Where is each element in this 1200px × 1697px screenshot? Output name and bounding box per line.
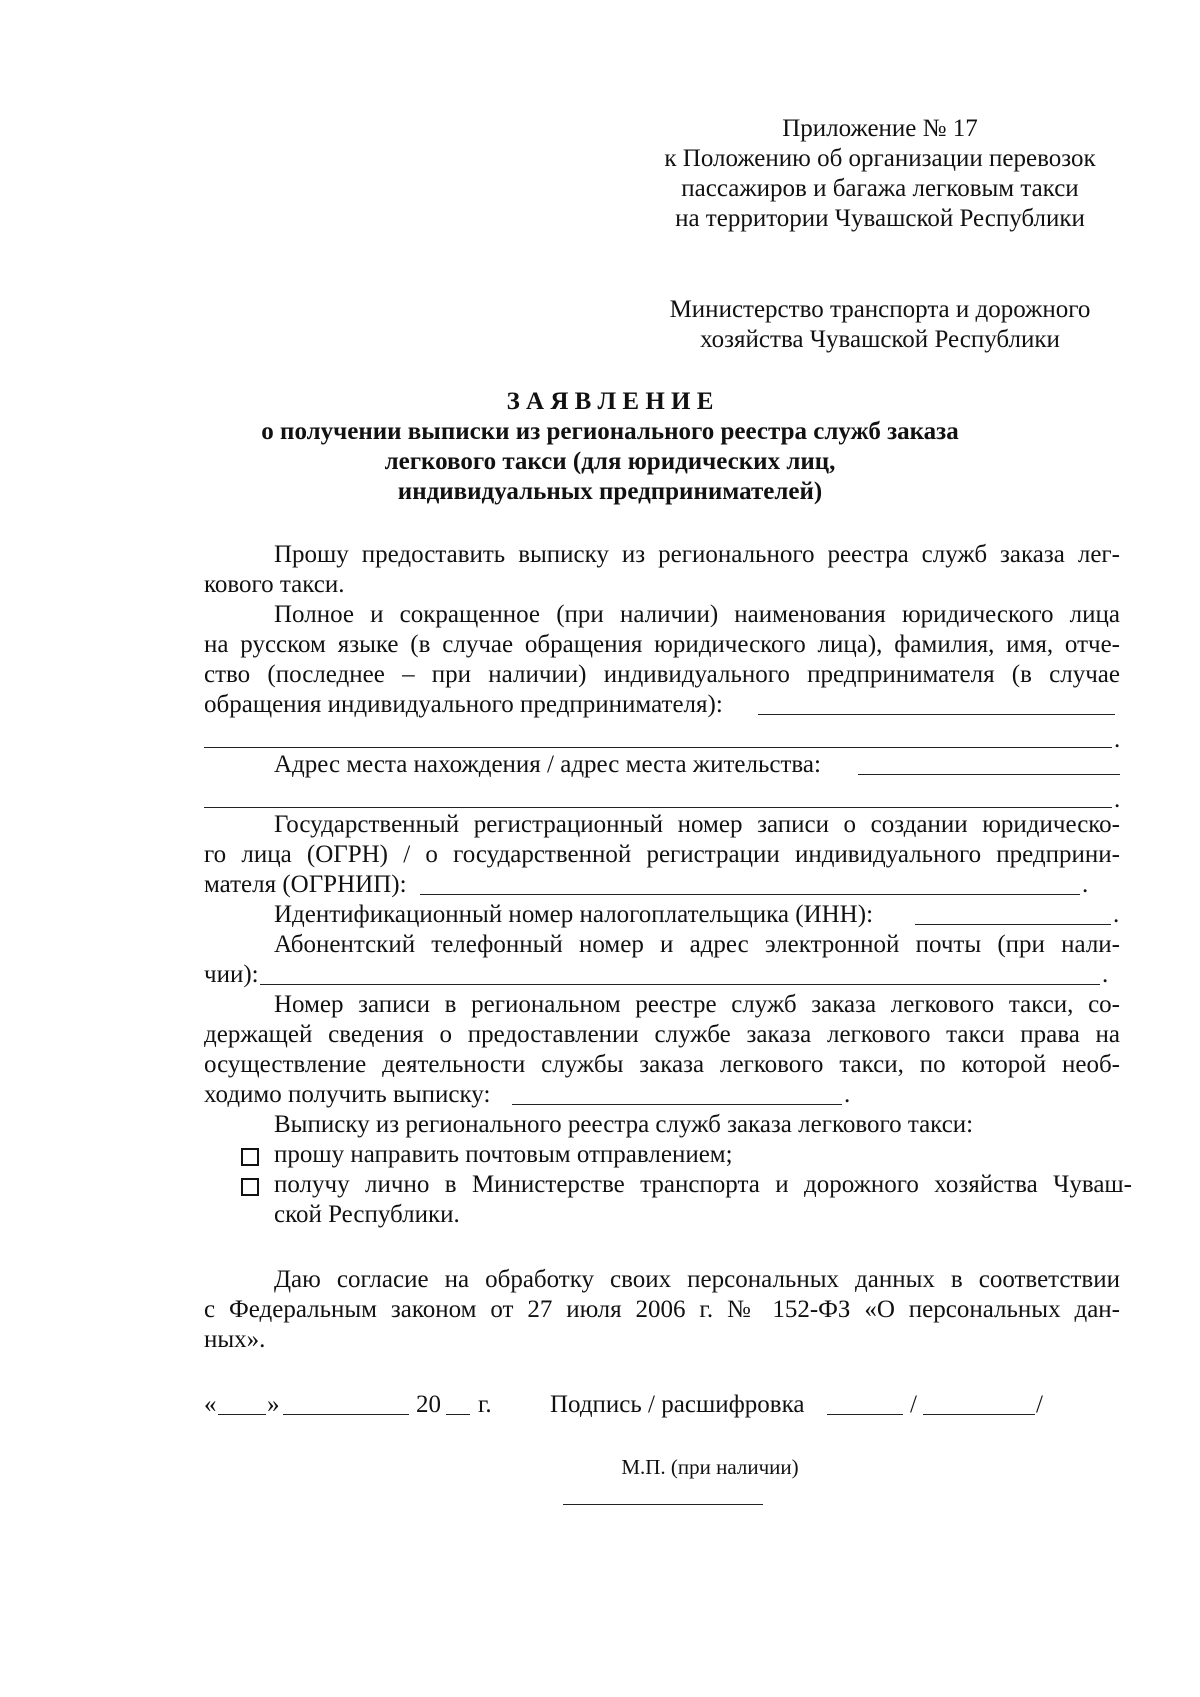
date-year-prefix: 20 [416, 1391, 441, 1418]
body-text: Государственный регистрационный номер записи о создании юридическо- [274, 811, 1120, 838]
consent-text: с Федеральным законом от 27 июля 2006 г. № 152-ФЗ «О персональных дан- [204, 1296, 1120, 1323]
period: . [1102, 961, 1109, 988]
date-open-quote: « [204, 1391, 217, 1418]
period: . [1114, 786, 1121, 813]
body-text: осуществление деятельности службы заказа легкового такси, по которой необ- [204, 1051, 1120, 1078]
contacts-field[interactable] [260, 984, 1100, 985]
body-text: Прошу предоставить выписку из регионального реестра служб заказа лег- [274, 541, 1120, 568]
date-day-field[interactable] [218, 1414, 266, 1415]
body-text: на русском языке (в случае обращения юридического лица), фамилия, имя, отче- [204, 631, 1120, 658]
appendix-line: к Положению об организации перевозок [664, 145, 1096, 172]
title-subline: индивидуальных предпринимателей) [397, 478, 823, 505]
registry-number-field[interactable] [512, 1104, 842, 1105]
body-text: Абонентский телефонный номер и адрес электронной почты (при нали- [274, 931, 1120, 958]
address-field[interactable] [858, 774, 1120, 775]
period: . [1113, 901, 1120, 928]
date-month-field[interactable] [283, 1414, 409, 1415]
body-text: обращения индивидуального предпринимателя): [204, 691, 723, 718]
option-label: ской Республики. [274, 1201, 460, 1228]
option-label: прошу направить почтовым отправлением; [274, 1141, 733, 1168]
date-year-suffix: г. [478, 1391, 492, 1418]
slash: / [910, 1391, 917, 1418]
appendix-line: пассажиров и багажа легковым такси [681, 175, 1079, 202]
body-text: Полное и сокращенное (при наличии) наименования юридического лица [274, 601, 1120, 628]
signature-label: Подпись / расшифровка [550, 1391, 805, 1418]
name-field-continuation[interactable] [204, 747, 1112, 748]
checkbox-in-person[interactable] [241, 1178, 259, 1196]
appendix-number: Приложение № 17 [782, 115, 978, 142]
body-text: Номер записи в региональном реестре служб заказа легкового такси, со- [274, 991, 1120, 1018]
period: . [1082, 871, 1089, 898]
appendix-line: на территории Чувашской Республики [675, 205, 1085, 232]
body-text: ходимо получить выписку: [204, 1081, 491, 1108]
consent-text: Даю согласие на обработку своих персональных данных в соответствии [274, 1266, 1120, 1293]
body-text: Адрес места нахождения / адрес места жительства: [274, 751, 821, 778]
title-subline: о получении выписки из регионального реестра служб заказа [261, 418, 959, 445]
date-close-quote: » [267, 1391, 280, 1418]
period: . [1114, 726, 1121, 753]
signature-decoding-field[interactable] [923, 1414, 1035, 1415]
body-text: чии): [204, 961, 259, 988]
slash: / [1036, 1391, 1043, 1418]
body-text: Идентификационный номер налогоплательщика (ИНН): [274, 901, 874, 928]
stamp-line [563, 1504, 763, 1505]
ogrn-field[interactable] [420, 894, 1080, 895]
recipient-line: хозяйства Чувашской Республики [700, 326, 1060, 353]
checkbox-mail[interactable] [241, 1148, 259, 1166]
option-label: получу лично в Министерстве транспорта и дорожного хозяйства Чуваш- [274, 1171, 1132, 1198]
consent-text: ных». [204, 1326, 266, 1353]
inn-field[interactable] [915, 924, 1111, 925]
body-text: го лица (ОГРН) / о государственной регистрации индивидуального предприни- [204, 841, 1120, 868]
document-title: З А Я В Л Е Н И Е [506, 388, 714, 415]
name-field[interactable] [758, 714, 1115, 715]
title-subline: легкового такси (для юридических лиц, [384, 448, 836, 475]
body-text: Выписку из регионального реестра служб заказа легкового такси: [274, 1111, 974, 1138]
body-text: мателя (ОГРНИП): [204, 871, 407, 898]
signature-field[interactable] [827, 1414, 903, 1415]
date-year-field[interactable] [446, 1414, 470, 1415]
body-text: кового такси. [204, 571, 345, 598]
address-field-continuation[interactable] [204, 807, 1112, 808]
body-text: ство (последнее – при наличии) индивидуального предпринимателя (в случае [204, 661, 1120, 688]
period: . [844, 1081, 851, 1108]
stamp-label: М.П. (при наличии) [621, 1455, 799, 1479]
body-text: держащей сведения о предоставлении службе заказа легкового такси права на [204, 1021, 1120, 1048]
recipient-line: Министерство транспорта и дорожного [669, 296, 1091, 323]
